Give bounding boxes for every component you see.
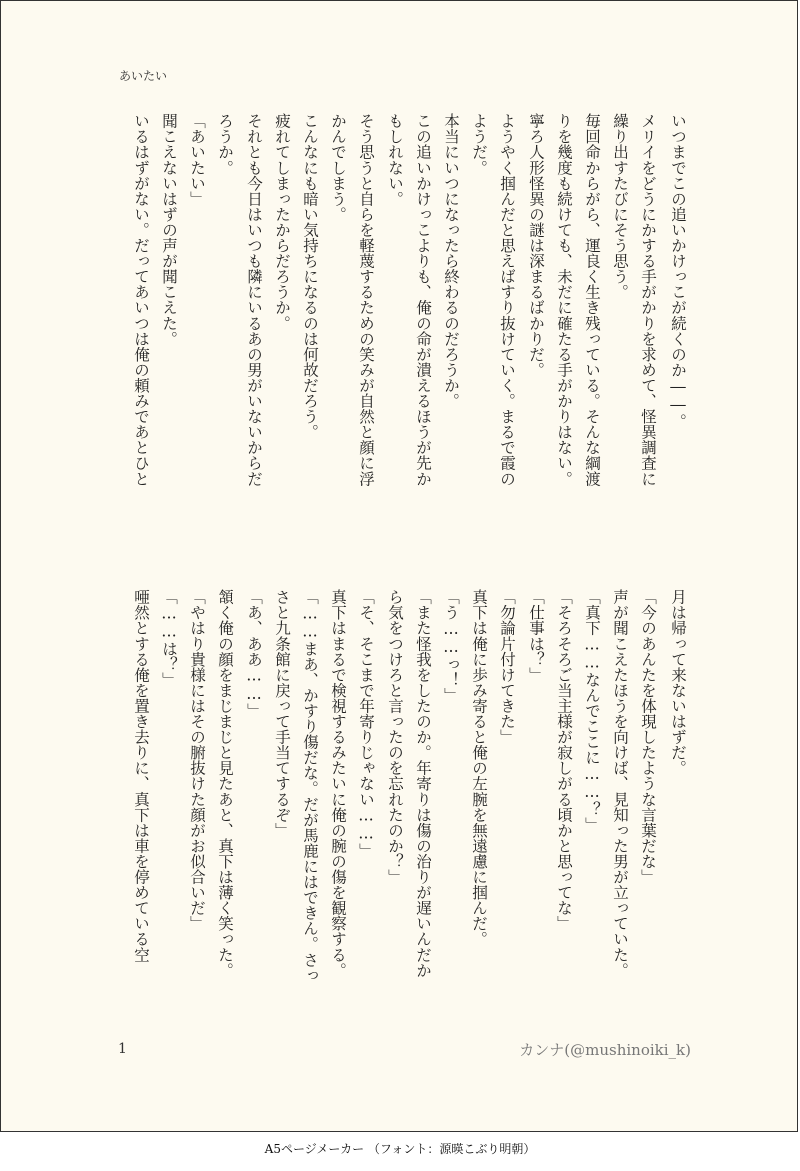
text-column: もしれない。: [386, 113, 404, 207]
text-column: 「……まあ、かすり傷だな。だが馬鹿にはできん。さっ: [301, 589, 319, 983]
text-column: 真下は俺に歩み寄ると俺の左腕を無遠慮に掴んだ。: [470, 589, 488, 947]
text-column: ようやく掴んだと思えばすり抜けていく。まるで霞の: [498, 113, 516, 487]
text-column: メリイをどうにかする手がかりを求めて、怪異調査に: [639, 113, 657, 487]
text-column: 声が聞こえたほうを向けば、見知った男が立っていた。: [611, 589, 629, 978]
text-column: 「今のあんたを体現したような言葉だな」: [639, 589, 657, 885]
text-column: 「真下……なんでここに……？」: [583, 589, 601, 833]
text-column: 月は帰って来ないはずだ。: [669, 589, 687, 776]
text-column: 「……は？」: [160, 589, 178, 688]
text-column: いるはずがない。だってあいつは俺の頼みであとひと: [132, 113, 150, 487]
text-column: りを幾度も続けても、未だに確たる手がかりはない。: [555, 113, 573, 487]
text-column: かんでしまう。: [329, 113, 347, 222]
text-column: この追いかけっこよりも、俺の命が潰えるほうが先か: [414, 113, 432, 487]
text-column: 「やはり貴様にはその腑抜けた顔がお似合いだ」: [188, 589, 206, 932]
text-column: こんなにも暗い気持ちになるのは何故だろう。: [301, 113, 319, 440]
text-column: 本当にいつになったら終わるのだろうか。: [442, 113, 460, 409]
running-header: あいたい: [119, 69, 168, 83]
page-number: 1: [118, 1041, 127, 1057]
text-column: そう思うと自らを軽蔑するための笑みが自然と顔に浮: [357, 113, 375, 487]
text-column: 「勿論片付けてきた」: [498, 589, 516, 745]
author-credit: カンナ(@mushinoiki_k): [519, 1041, 691, 1059]
text-column: 「そろそろご当主様が寂しがる頃かと思ってな」: [555, 589, 573, 932]
text-column: 頷く俺の顔をまじまじと見たあと、真下は薄く笑った。: [216, 589, 234, 978]
text-column: それとも今日はいつも隣にいるあの男がいないからだ: [245, 113, 263, 487]
text-column: いつまでこの追いかけっこが続くのか――。: [669, 113, 687, 429]
text-column: ら気をつけろと言ったのを忘れたのか？」: [386, 589, 404, 885]
text-column: 唖然とする俺を置き去りに、真下は車を停めている空: [132, 589, 150, 963]
text-column: 「また怪我をしたのか。年寄りは傷の治りが遅いんだか: [414, 589, 432, 978]
text-column: 「そ、そこまで年寄りじゃない……」: [357, 589, 375, 859]
text-column: 繰り出すたびにそう思う。: [611, 113, 629, 300]
text-column: 聞こえないはずの声が聞こえた。: [160, 113, 178, 347]
text-column: 真下はまるで検視するみたいに俺の腕の傷を観察する。: [329, 589, 347, 978]
footer-caption: A5ページメーカー （フォント：源暎こぶり明朝）: [264, 1142, 536, 1156]
text-column: 寧ろ人形怪異の謎は深まるばかりだ。: [527, 113, 545, 378]
text-column: 「あいたい」: [188, 113, 206, 207]
text-column: さと九条館に戻って手当てするぞ」: [273, 589, 291, 838]
text-column: 「仕事は？」: [527, 589, 545, 683]
text-column: ようだ。: [470, 113, 488, 176]
text-column: 疲れてしまったからだろうか。: [273, 113, 291, 331]
text-column: 「う……っ！」: [442, 589, 460, 703]
text-column: ろうか。: [216, 113, 234, 176]
text-column: 「あ、ああ……」: [245, 589, 263, 719]
text-column: 毎回命からがら、運良く生き残っている。そんな綱渡: [583, 113, 601, 487]
